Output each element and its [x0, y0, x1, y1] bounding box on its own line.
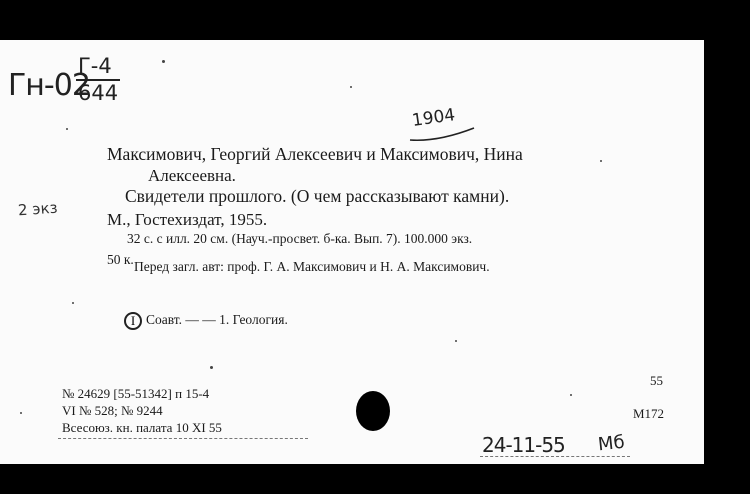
footer-code: M172: [633, 406, 665, 421]
speck: [66, 128, 68, 130]
call-number-denominator: 644: [78, 81, 119, 105]
speck: [570, 394, 572, 396]
handwritten-year: 1904: [410, 105, 457, 131]
price: 50 к.: [107, 252, 134, 267]
handwritten-stamp-date: 24-11-55: [482, 433, 565, 457]
subject-number-badge: [124, 312, 142, 330]
speck: [20, 412, 22, 414]
call-number-numerator: Г-4: [78, 54, 112, 78]
subject-number: I: [130, 313, 136, 328]
handwritten-caret-mark: [408, 126, 478, 144]
speck: [162, 60, 165, 63]
authors-note: Перед загл. авт: проф. Г. А. Максимович и Н. А. Максимович.: [134, 259, 490, 274]
catalog-card: [0, 40, 704, 464]
stamp-underline: [480, 456, 630, 457]
speck: [455, 340, 457, 342]
speck: [350, 86, 352, 88]
card-punch-hole: [356, 391, 390, 431]
imprint: М., Гостехиздат, 1955.: [107, 210, 268, 229]
book-title: Свидетели прошлого. (О чем рассказывают камни).: [125, 186, 510, 206]
footer-index: VI № 528; № 9244: [62, 403, 163, 418]
speck: [72, 302, 74, 304]
collation: 32 с. с илл. 20 см. (Науч.-просвет. б-ка. Вып. 7). 100.000 экз.: [127, 231, 473, 246]
call-number-prefix: Гн-02: [8, 68, 90, 103]
footer-registration: № 24629 [55-51342] п 15-4: [62, 386, 210, 401]
speck: [210, 366, 213, 369]
handwritten-signature: Мб: [596, 431, 626, 456]
footer-separator: [58, 438, 308, 439]
speck: [600, 160, 602, 162]
subject-headings: Соавт. — — 1. Геология.: [146, 312, 288, 327]
author-line: Максимович, Георгий Алексеевич и Максимович, Нина: [107, 144, 523, 164]
handwritten-copies: 2 экз: [17, 198, 59, 220]
footer-year: 55: [650, 373, 663, 388]
author-line-continued: Алексеевна.: [148, 166, 236, 185]
footer-chamber: Всесоюз. кн. палата 10 XI 55: [62, 420, 222, 435]
